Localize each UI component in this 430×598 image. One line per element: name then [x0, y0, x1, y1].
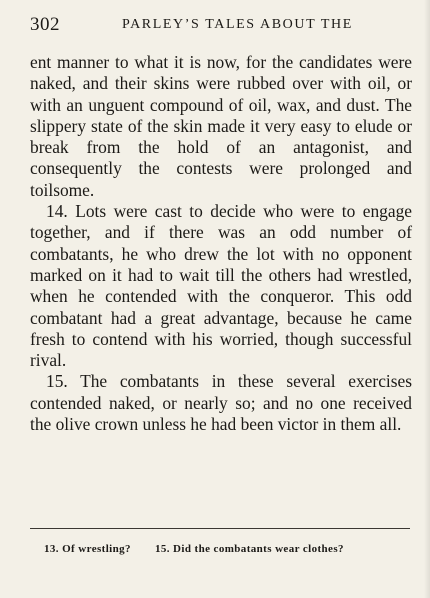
paragraph-15: 15. The combatants in these several exercises contended naked, or nearly so; and no one received the olive crown unless he had been victor in them all.	[30, 371, 412, 435]
page-number: 302	[30, 14, 60, 35]
page-edge-shadow	[424, 0, 430, 598]
running-head: PARLEY’S TALES ABOUT THE	[122, 17, 353, 32]
question-15: 15. Did the combatants wear clothes?	[154, 543, 344, 555]
footer-questions	[44, 543, 344, 555]
footer-rule	[30, 528, 410, 529]
body-text	[30, 52, 412, 435]
paragraph-14: 14. Lots were cast to decide who were to engage together, and if there was an odd number of combatants, he who drew the lot with no opponent marked on it had to wait till the others had wrestled, when he contended with the conqueror. This odd combatant had a great advantage, because he came fresh to contend with his worried, though successful rival.	[30, 201, 412, 371]
question-13: 13. Of wrestling?	[44, 543, 131, 555]
page-header	[30, 14, 410, 38]
paragraph-continued: ent manner to what it is now, for the candidates were naked, and their skins were rubbed over with oil, or with an unguent compound of oil, wax, and dust. The slippery state of the skin made it very easy to elude or break from the hold of an antagonist, and consequently the contests were prolonged and toilsome.	[30, 52, 412, 200]
